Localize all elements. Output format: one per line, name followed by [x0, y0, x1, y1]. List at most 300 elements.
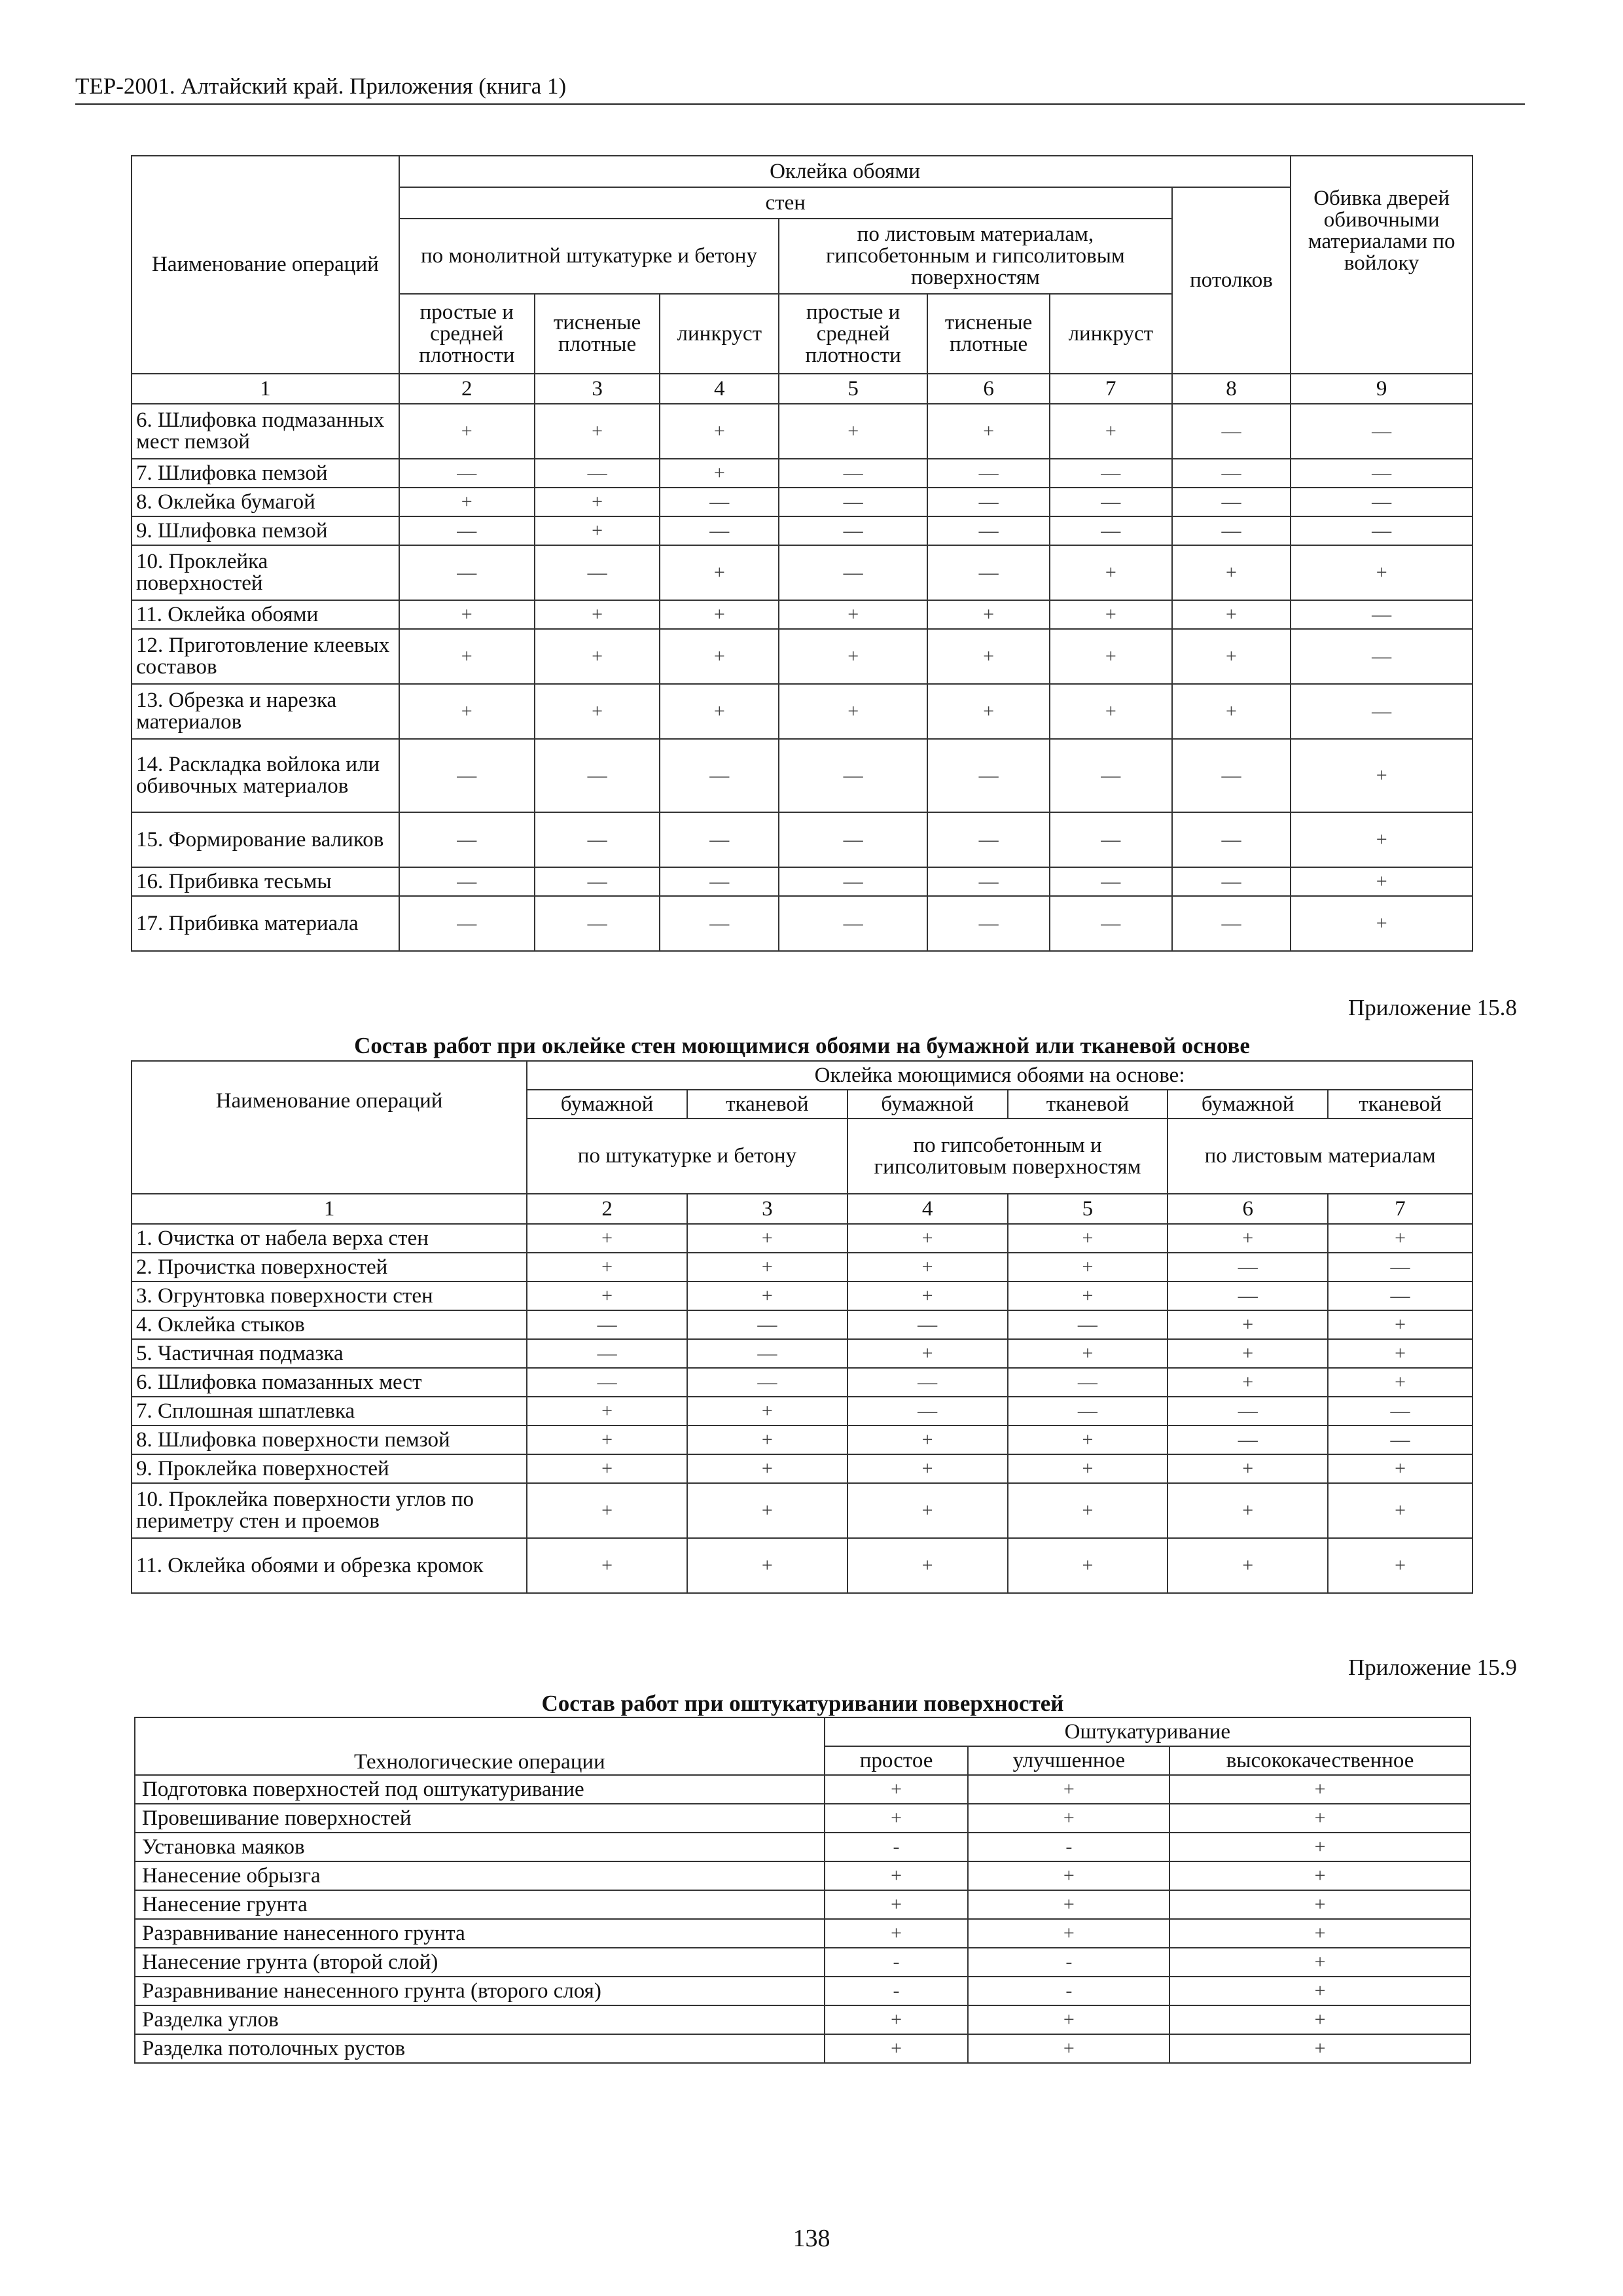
mark-cell: + — [1169, 1833, 1471, 1861]
mark-cell: + — [1169, 2034, 1471, 2063]
mark-cell: + — [1328, 1224, 1472, 1253]
mark-cell: — — [1291, 629, 1472, 684]
col-header-monolith: по монолитной штукатурке и бетону — [399, 219, 779, 294]
mark-cell: + — [687, 1426, 847, 1454]
mark-cell: + — [1008, 1339, 1168, 1368]
operation-name: Нанесение грунта (второй слой) — [135, 1948, 825, 1977]
mark-cell: + — [660, 404, 779, 459]
table-plastering — [134, 1717, 1471, 2064]
mark-cell: — — [927, 896, 1050, 951]
running-header: ТЕР-2001. Алтайский край. Приложения (книга 1) — [75, 73, 1525, 105]
mark-cell: + — [825, 1861, 969, 1890]
operation-name: 10. Проклейка поверхности углов по периметру стен и проемов — [132, 1483, 527, 1538]
mark-cell: + — [1168, 1310, 1328, 1339]
table-row — [132, 545, 1472, 600]
mark-cell: + — [535, 629, 660, 684]
operation-name: 4. Оклейка стыков — [132, 1310, 527, 1339]
table-row — [132, 684, 1472, 739]
col-header-improved: улучшенное — [968, 1746, 1169, 1775]
mark-cell: — — [927, 545, 1050, 600]
mark-cell: + — [1291, 812, 1472, 867]
mark-cell: + — [779, 629, 927, 684]
appendix-label: Приложение 15.8 — [1348, 995, 1517, 1020]
table-row — [132, 488, 1472, 516]
mark-cell: + — [847, 1483, 1008, 1538]
operation-name: Разравнивание нанесенного грунта — [135, 1919, 825, 1948]
table-row — [132, 404, 1472, 459]
mark-cell: + — [1168, 1224, 1328, 1253]
mark-cell: — — [927, 812, 1050, 867]
col-header-doors: Обивка дверей обивочными материалами по войлоку — [1291, 156, 1472, 374]
mark-cell: — — [399, 545, 535, 600]
mark-cell: + — [1172, 600, 1291, 629]
col-number: 4 — [660, 374, 779, 404]
mark-cell: + — [660, 545, 779, 600]
operation-name: 6. Шлифовка помазанных мест — [132, 1368, 527, 1397]
table-row — [135, 1890, 1471, 1919]
mark-cell: — — [687, 1339, 847, 1368]
operation-name: Разравнивание нанесенного грунта (второго слоя) — [135, 1977, 825, 2005]
mark-cell: — — [1172, 488, 1291, 516]
col-number: 9 — [1291, 374, 1472, 404]
mark-cell: + — [687, 1454, 847, 1483]
mark-cell: + — [660, 459, 779, 488]
col-number: 2 — [527, 1194, 687, 1224]
mark-cell: — — [535, 739, 660, 812]
mark-cell: + — [527, 1397, 687, 1426]
mark-cell: — — [779, 812, 927, 867]
mark-cell: + — [847, 1426, 1008, 1454]
mark-cell: — — [535, 459, 660, 488]
col-header-fabric: тканевой — [687, 1090, 847, 1119]
table-row — [132, 1368, 1472, 1397]
mark-cell: + — [660, 629, 779, 684]
mark-cell: + — [399, 600, 535, 629]
mark-cell: + — [968, 2034, 1169, 2063]
mark-cell: — — [535, 867, 660, 896]
mark-cell: — — [779, 867, 927, 896]
mark-cell: + — [535, 488, 660, 516]
mark-cell: + — [968, 1919, 1169, 1948]
mark-cell: - — [968, 1833, 1169, 1861]
mark-cell: — — [1328, 1426, 1472, 1454]
operation-name: 16. Прибивка тесьмы — [132, 867, 399, 896]
table-row — [132, 1483, 1472, 1538]
col-header-plaster: по штукатурке и бетону — [527, 1119, 847, 1194]
mark-cell: — — [1168, 1426, 1328, 1454]
table-row — [132, 516, 1472, 545]
mark-cell: - — [968, 1948, 1169, 1977]
mark-cell: — — [660, 867, 779, 896]
operation-name: 9. Проклейка поверхностей — [132, 1454, 527, 1483]
mark-cell: + — [1050, 629, 1172, 684]
mark-cell: — — [779, 545, 927, 600]
mark-cell: - — [825, 1977, 969, 2005]
mark-cell: — — [687, 1310, 847, 1339]
mark-cell: — — [1050, 516, 1172, 545]
mark-cell: — — [1291, 404, 1472, 459]
col-number: 3 — [535, 374, 660, 404]
col-header-ceilings: потолков — [1172, 187, 1291, 374]
mark-cell: — — [779, 516, 927, 545]
operation-name: 9. Шлифовка пемзой — [132, 516, 399, 545]
operation-name: 10. Проклейка поверхностей — [132, 545, 399, 600]
mark-cell: + — [1050, 684, 1172, 739]
mark-cell: — — [660, 896, 779, 951]
mark-cell: — — [399, 812, 535, 867]
operation-name: 11. Оклейка обоями — [132, 600, 399, 629]
mark-cell: + — [1050, 545, 1172, 600]
mark-cell: + — [825, 1890, 969, 1919]
col-number: 7 — [1050, 374, 1172, 404]
table-row — [132, 459, 1472, 488]
mark-cell: + — [927, 600, 1050, 629]
col-header-fabric: тканевой — [1328, 1090, 1472, 1119]
mark-cell: + — [1169, 1977, 1471, 2005]
mark-cell: + — [1328, 1368, 1472, 1397]
operation-name: Установка маяков — [135, 1833, 825, 1861]
mark-cell: + — [968, 2005, 1169, 2034]
mark-cell: — — [927, 488, 1050, 516]
mark-cell: — — [1291, 600, 1472, 629]
mark-cell: — — [1168, 1282, 1328, 1310]
mark-cell: + — [968, 1804, 1169, 1833]
col-number: 1 — [132, 1194, 527, 1224]
table-row — [132, 739, 1472, 812]
col-header-name: Технологические операции — [135, 1717, 825, 1775]
operation-name: 7. Сплошная шпатлевка — [132, 1397, 527, 1426]
operation-name: 12. Приготовление клеевых составов — [132, 629, 399, 684]
mark-cell: — — [1291, 488, 1472, 516]
col-header-walls: стен — [399, 187, 1172, 219]
col-number: 6 — [927, 374, 1050, 404]
mark-cell: + — [1328, 1538, 1472, 1593]
mark-cell: — — [1172, 812, 1291, 867]
table-wallpaper-operations — [131, 155, 1473, 952]
mark-cell: + — [847, 1454, 1008, 1483]
mark-cell: — — [1291, 459, 1472, 488]
mark-cell: + — [535, 404, 660, 459]
mark-cell: — — [1328, 1397, 1472, 1426]
col-header-name: Наименование операций — [132, 156, 399, 374]
mark-cell: — — [1008, 1310, 1168, 1339]
mark-cell: + — [1169, 1948, 1471, 1977]
mark-cell: — — [779, 488, 927, 516]
col-number: 6 — [1168, 1194, 1328, 1224]
table-body — [132, 1224, 1472, 1593]
mark-cell: — — [847, 1310, 1008, 1339]
mark-cell: + — [825, 1775, 969, 1804]
operation-name: Разделка углов — [135, 2005, 825, 2034]
operation-name: 11. Оклейка обоями и обрезка кромок — [132, 1538, 527, 1593]
mark-cell: + — [399, 629, 535, 684]
mark-cell: — — [1328, 1253, 1472, 1282]
mark-cell: + — [1328, 1339, 1472, 1368]
mark-cell: + — [1168, 1538, 1328, 1593]
mark-cell: + — [1008, 1454, 1168, 1483]
mark-cell: — — [927, 867, 1050, 896]
mark-cell: + — [968, 1861, 1169, 1890]
mark-cell: + — [847, 1224, 1008, 1253]
mark-cell: + — [687, 1483, 847, 1538]
operation-name: 17. Прибивка материала — [132, 896, 399, 951]
mark-cell: + — [1008, 1426, 1168, 1454]
table-row — [132, 1339, 1472, 1368]
table-row — [132, 1253, 1472, 1282]
table-row — [135, 1775, 1471, 1804]
appendix-label: Приложение 15.9 — [1348, 1655, 1517, 1680]
mark-cell: — — [847, 1368, 1008, 1397]
table-row — [132, 600, 1472, 629]
mark-cell: — — [527, 1368, 687, 1397]
operation-name: Разделка потолочных рустов — [135, 2034, 825, 2063]
col-header-group: Оклейка моющимися обоями на основе: — [527, 1061, 1472, 1090]
mark-cell: + — [1168, 1454, 1328, 1483]
mark-cell: — — [527, 1339, 687, 1368]
col-header-fabric: тканевой — [1008, 1090, 1168, 1119]
mark-cell: — — [1172, 867, 1291, 896]
table-row — [135, 1948, 1471, 1977]
mark-cell: + — [1172, 629, 1291, 684]
mark-cell: + — [847, 1339, 1008, 1368]
mark-cell: — — [1172, 896, 1291, 951]
mark-cell: — — [1291, 516, 1472, 545]
mark-cell: + — [527, 1454, 687, 1483]
mark-cell: + — [1328, 1310, 1472, 1339]
mark-cell: + — [660, 600, 779, 629]
mark-cell: — — [399, 896, 535, 951]
mark-cell: + — [779, 404, 927, 459]
mark-cell: + — [927, 629, 1050, 684]
mark-cell: + — [1008, 1538, 1168, 1593]
col-header-gypsum: по гипсобетонным и гипсолитовым поверхностям — [847, 1119, 1168, 1194]
operation-name: 1. Очистка от набела верха стен — [132, 1224, 527, 1253]
mark-cell: + — [1328, 1454, 1472, 1483]
mark-cell: — — [1050, 459, 1172, 488]
mark-cell: — — [1172, 739, 1291, 812]
mark-cell: — — [1050, 812, 1172, 867]
table-body — [132, 404, 1472, 951]
col-header-paper: бумажной — [527, 1090, 687, 1119]
mark-cell: + — [687, 1253, 847, 1282]
mark-cell: + — [1050, 600, 1172, 629]
col-number: 4 — [847, 1194, 1008, 1224]
table-row — [135, 1804, 1471, 1833]
mark-cell: — — [1172, 404, 1291, 459]
col-header-group: Оштукатуривание — [825, 1717, 1471, 1746]
table-row — [132, 1224, 1472, 1253]
col-number: 2 — [399, 374, 535, 404]
col-header-sheet: по листовым материалам — [1168, 1119, 1472, 1194]
col-number: 3 — [687, 1194, 847, 1224]
table-row — [132, 867, 1472, 896]
table-row — [132, 812, 1472, 867]
col-header-embossed: тисненые плотные — [535, 294, 660, 374]
mark-cell: + — [825, 2005, 969, 2034]
mark-cell: + — [1008, 1282, 1168, 1310]
operation-name: 13. Обрезка и нарезка материалов — [132, 684, 399, 739]
col-number: 5 — [779, 374, 927, 404]
mark-cell: — — [1008, 1397, 1168, 1426]
mark-cell: + — [968, 1890, 1169, 1919]
table-row — [132, 1426, 1472, 1454]
mark-cell: — — [1050, 867, 1172, 896]
mark-cell: + — [535, 516, 660, 545]
mark-cell: + — [535, 684, 660, 739]
operation-name: Провешивание поверхностей — [135, 1804, 825, 1833]
mark-cell: — — [535, 545, 660, 600]
mark-cell: + — [1172, 684, 1291, 739]
mark-cell: + — [1328, 1483, 1472, 1538]
mark-cell: + — [399, 488, 535, 516]
mark-cell: — — [1328, 1282, 1472, 1310]
mark-cell: — — [1050, 488, 1172, 516]
mark-cell: + — [1291, 896, 1472, 951]
col-header-lincrusta: линкруст — [1050, 294, 1172, 374]
table-row — [132, 1454, 1472, 1483]
mark-cell: + — [779, 684, 927, 739]
table-row — [132, 1310, 1472, 1339]
table-body — [135, 1775, 1471, 2063]
mark-cell: + — [1008, 1483, 1168, 1538]
mark-cell: — — [660, 488, 779, 516]
mark-cell: — — [927, 739, 1050, 812]
mark-cell: — — [1050, 896, 1172, 951]
mark-cell: - — [825, 1948, 969, 1977]
table-row — [135, 1977, 1471, 2005]
mark-cell: — — [1172, 459, 1291, 488]
mark-cell: + — [825, 1919, 969, 1948]
table-washable-wallpaper — [131, 1060, 1473, 1594]
mark-cell: — — [927, 516, 1050, 545]
mark-cell: + — [399, 404, 535, 459]
mark-cell: + — [1169, 1919, 1471, 1948]
mark-cell: + — [399, 684, 535, 739]
mark-cell: — — [527, 1310, 687, 1339]
mark-cell: + — [1050, 404, 1172, 459]
mark-cell: + — [687, 1224, 847, 1253]
operation-name: 5. Частичная подмазка — [132, 1339, 527, 1368]
col-header-name: Наименование операций — [132, 1061, 527, 1194]
mark-cell: + — [1291, 867, 1472, 896]
table-row — [132, 1282, 1472, 1310]
mark-cell: — — [660, 516, 779, 545]
table-row — [135, 2034, 1471, 2063]
mark-cell: + — [825, 2034, 969, 2063]
col-number: 8 — [1172, 374, 1291, 404]
mark-cell: + — [527, 1253, 687, 1282]
col-header-simple: простые и средней плотности — [779, 294, 927, 374]
operation-name: 8. Шлифовка поверхности пемзой — [132, 1426, 527, 1454]
mark-cell: + — [1169, 1775, 1471, 1804]
mark-cell: + — [1291, 545, 1472, 600]
mark-cell: — — [660, 812, 779, 867]
mark-cell: + — [660, 684, 779, 739]
mark-cell: + — [1168, 1483, 1328, 1538]
mark-cell: + — [1169, 1890, 1471, 1919]
operation-name: Нанесение грунта — [135, 1890, 825, 1919]
mark-cell: + — [527, 1282, 687, 1310]
operation-name: 6. Шлифовка подмазанных мест пемзой — [132, 404, 399, 459]
col-header-paper: бумажной — [847, 1090, 1008, 1119]
col-header-lincrusta: линкруст — [660, 294, 779, 374]
col-header-embossed: тисненые плотные — [927, 294, 1050, 374]
operation-name: 8. Оклейка бумагой — [132, 488, 399, 516]
mark-cell: — — [847, 1397, 1008, 1426]
mark-cell: + — [927, 684, 1050, 739]
mark-cell: + — [687, 1538, 847, 1593]
mark-cell: — — [399, 459, 535, 488]
operation-name: 14. Раскладка войлока или обивочных материалов — [132, 739, 399, 812]
mark-cell: — — [399, 739, 535, 812]
mark-cell: — — [779, 896, 927, 951]
mark-cell: — — [1291, 684, 1472, 739]
table-row — [135, 1833, 1471, 1861]
mark-cell: + — [1008, 1224, 1168, 1253]
table-title: Состав работ при оклейке стен моющимися обоями на бумажной или тканевой основе — [354, 1033, 1250, 1058]
table-row — [135, 1919, 1471, 1948]
col-header-simple: простое — [825, 1746, 969, 1775]
mark-cell: + — [527, 1538, 687, 1593]
mark-cell: + — [1169, 1861, 1471, 1890]
operation-name: 15. Формирование валиков — [132, 812, 399, 867]
mark-cell: - — [825, 1833, 969, 1861]
operation-name: 3. Огрунтовка поверхности стен — [132, 1282, 527, 1310]
mark-cell: + — [1168, 1368, 1328, 1397]
mark-cell: + — [1291, 739, 1472, 812]
page-number: 138 — [793, 2225, 830, 2252]
operation-name: Нанесение обрызга — [135, 1861, 825, 1890]
col-header-group: Оклейка обоями — [399, 156, 1291, 187]
mark-cell: - — [968, 1977, 1169, 2005]
col-number: 5 — [1008, 1194, 1168, 1224]
operation-name: Подготовка поверхностей под оштукатуривание — [135, 1775, 825, 1804]
col-header-simple: простые и средней плотности — [399, 294, 535, 374]
col-number: 1 — [132, 374, 399, 404]
mark-cell: + — [1008, 1253, 1168, 1282]
mark-cell: + — [687, 1282, 847, 1310]
mark-cell: — — [1168, 1253, 1328, 1282]
mark-cell: + — [847, 1282, 1008, 1310]
col-header-sheet: по листовым материалам, гипсобетонным и гипсолитовым поверхностям — [779, 219, 1172, 294]
table-row — [135, 2005, 1471, 2034]
mark-cell: — — [535, 896, 660, 951]
mark-cell: — — [779, 459, 927, 488]
mark-cell: + — [968, 1775, 1169, 1804]
mark-cell: — — [399, 867, 535, 896]
mark-cell: + — [779, 600, 927, 629]
mark-cell: + — [527, 1224, 687, 1253]
table-row — [135, 1861, 1471, 1890]
mark-cell: — — [1050, 739, 1172, 812]
mark-cell: + — [1169, 1804, 1471, 1833]
mark-cell: — — [1172, 516, 1291, 545]
mark-cell: + — [527, 1426, 687, 1454]
mark-cell: — — [687, 1368, 847, 1397]
col-header-paper: бумажной — [1168, 1090, 1328, 1119]
mark-cell: + — [535, 600, 660, 629]
table-row — [132, 896, 1472, 951]
mark-cell: + — [847, 1538, 1008, 1593]
table-title: Состав работ при оштукатуривании поверхностей — [541, 1691, 1064, 1716]
table-row — [132, 1538, 1472, 1593]
mark-cell: — — [399, 516, 535, 545]
table-row — [132, 629, 1472, 684]
mark-cell: + — [687, 1397, 847, 1426]
operation-name: 7. Шлифовка пемзой — [132, 459, 399, 488]
mark-cell: + — [927, 404, 1050, 459]
mark-cell: — — [1008, 1368, 1168, 1397]
